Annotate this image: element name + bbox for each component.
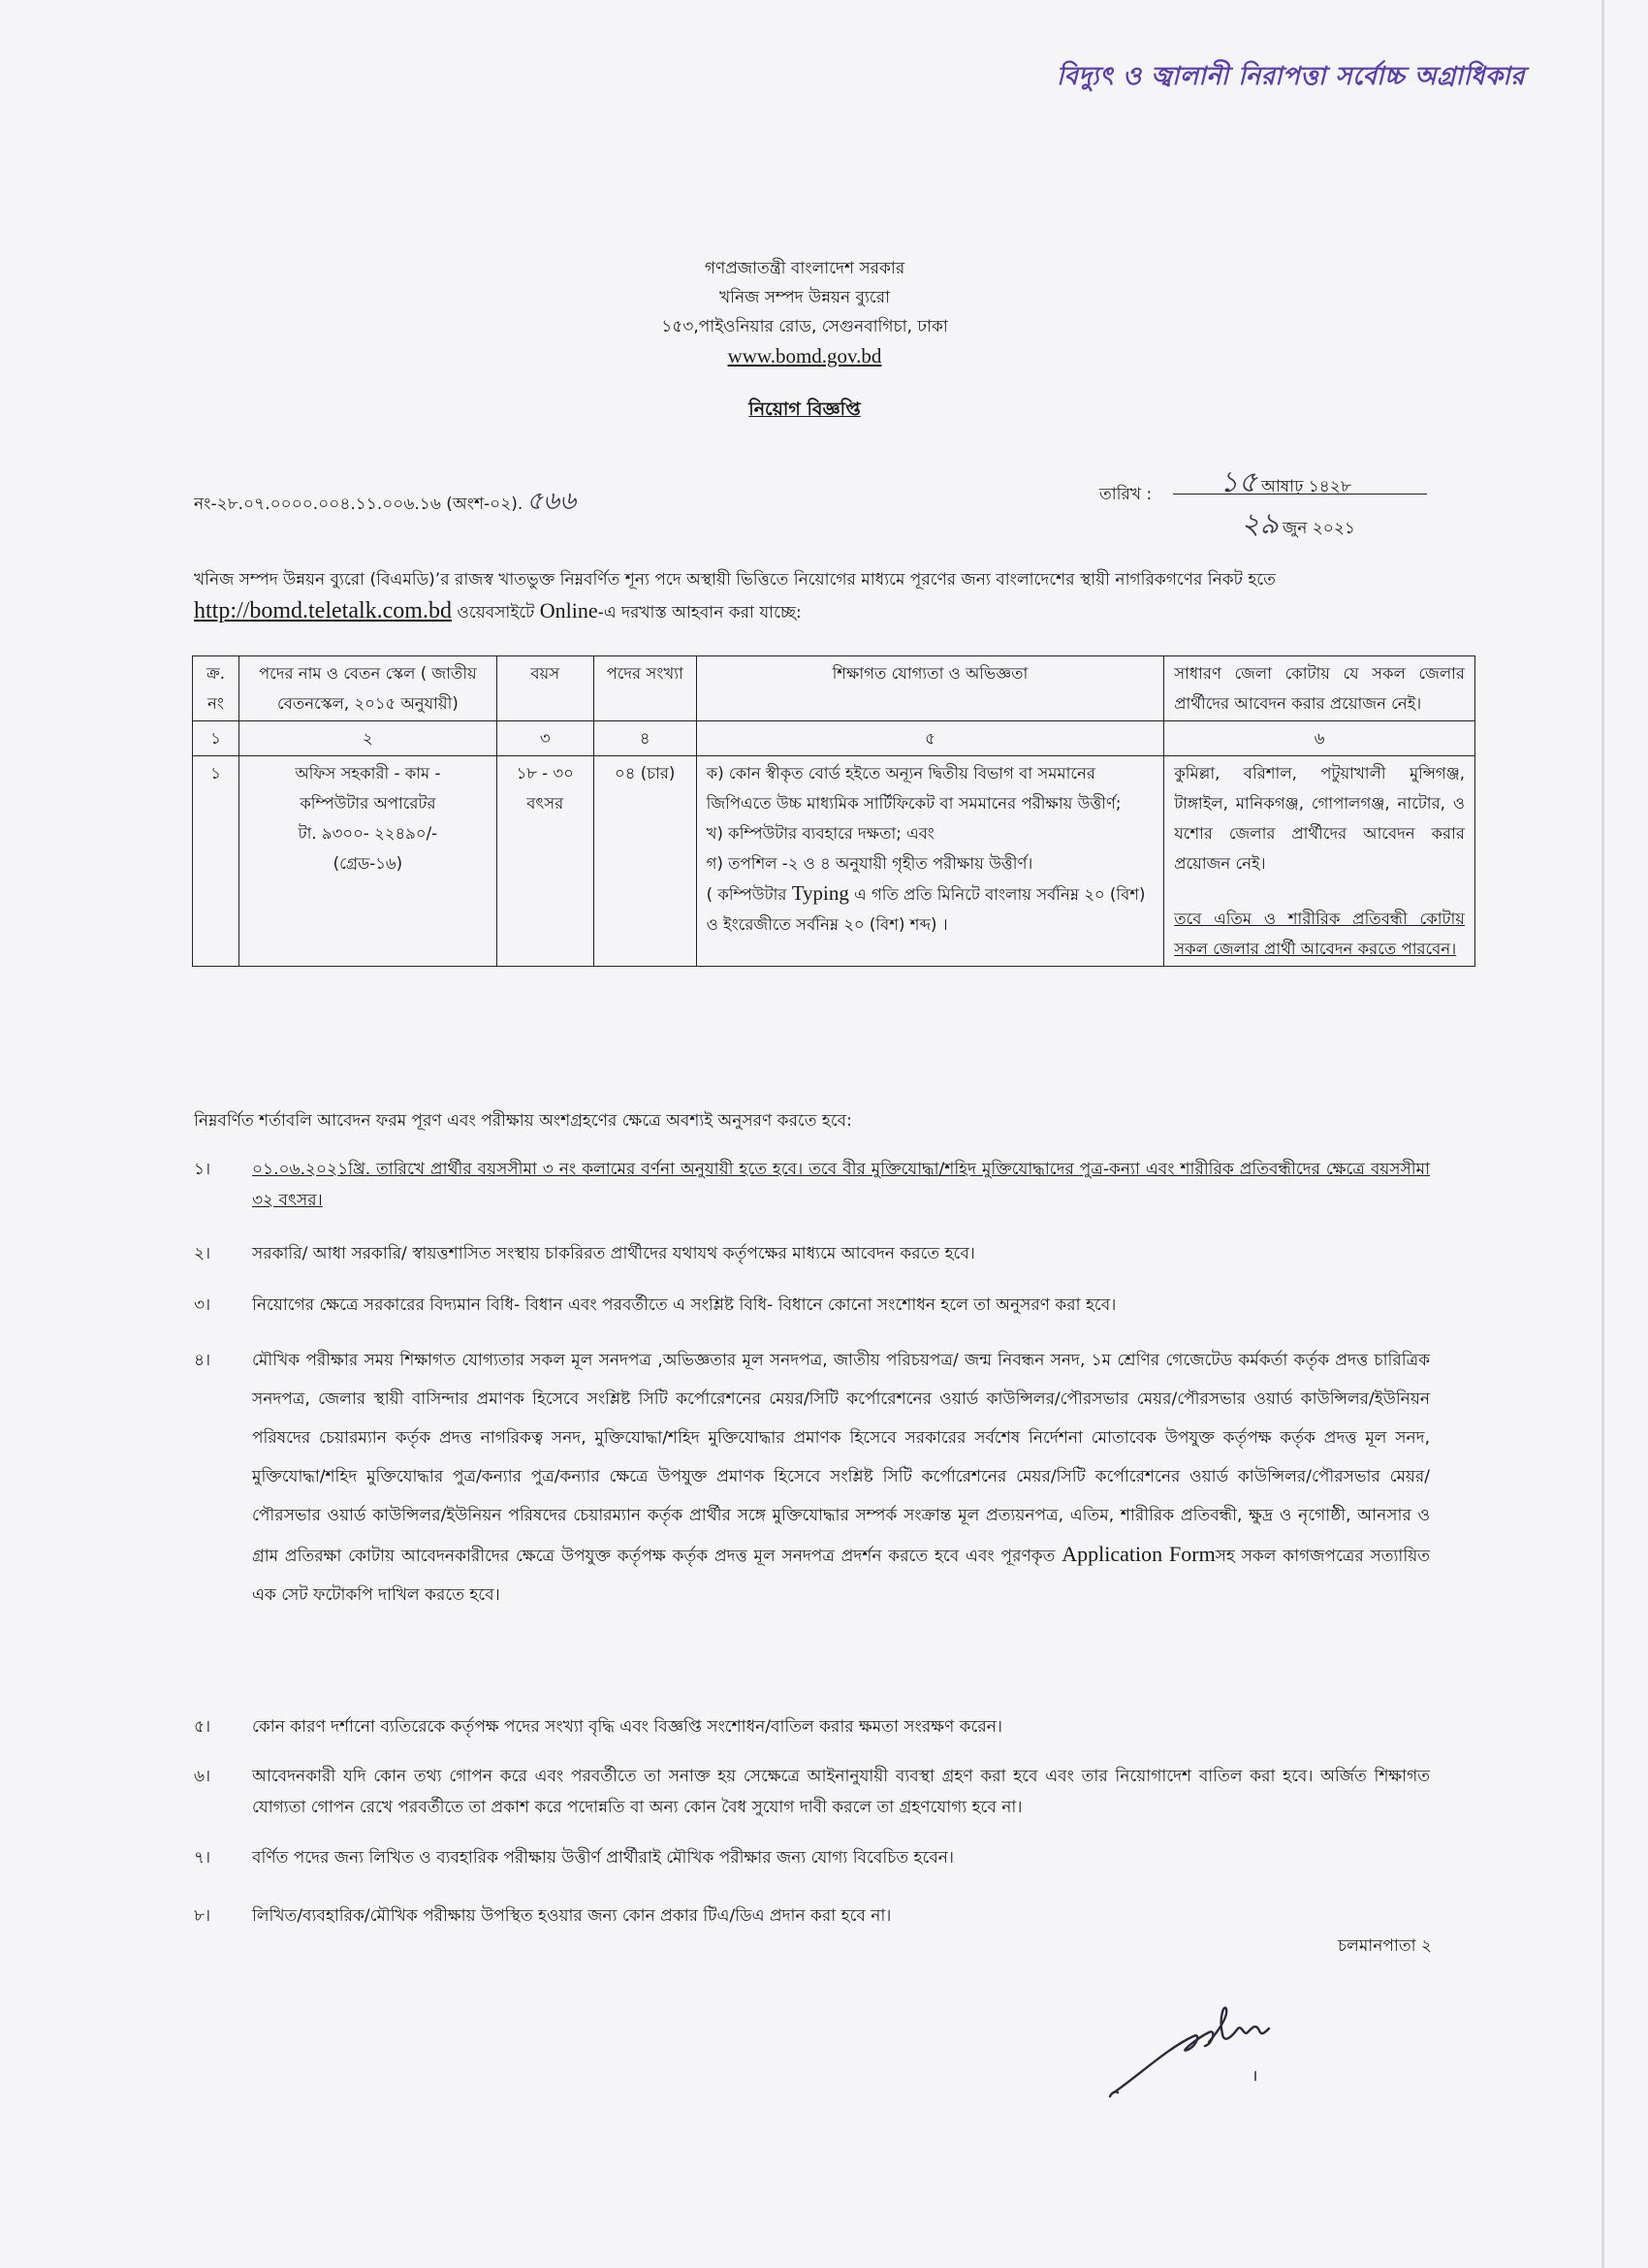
header-age: বয়স bbox=[496, 656, 593, 721]
government-name: গণপ্রজাতন্ত্রী বাংলাদেশ সরকার bbox=[704, 259, 905, 278]
row-post bbox=[238, 756, 496, 967]
page-edge bbox=[1601, 0, 1604, 2268]
qualification-b: খ) কম্পিউটার ব্যবহারে দক্ষতা; এবং bbox=[706, 824, 935, 843]
website-link[interactable]: www.bomd.gov.bd bbox=[727, 344, 882, 367]
header-count: পদের সংখ্যা bbox=[593, 656, 696, 721]
qualification-d-end: এ গতি প্রতি মিনিটে বাংলায় সর্বনিম্ন ২০ (বিশ) ও ইংরেজীতে সর্বনিম্ন ২০ (বিশ) শব্দ) । bbox=[706, 885, 1146, 934]
column-number: ৬ bbox=[1164, 721, 1475, 756]
intro-paragraph bbox=[194, 564, 1440, 628]
column-number: ১ bbox=[193, 721, 239, 756]
post-name-line: কম্পিউটার অপারেটর bbox=[300, 794, 436, 813]
condition-number: ৫। bbox=[194, 1717, 211, 1737]
memo-number bbox=[194, 481, 576, 524]
column-number: ৪ bbox=[593, 721, 696, 756]
condition-text bbox=[252, 1341, 1430, 1614]
column-number: ৫ bbox=[696, 721, 1164, 756]
english-date bbox=[1241, 500, 1355, 550]
age-range: ১৮ - ৩০ bbox=[516, 764, 574, 783]
slogan-stamp: বিদ্যুৎ ও জ্বালানী নিরাপত্তা সর্বোচ্চ অগ্রাধিকার bbox=[1057, 62, 1526, 91]
vacancy-table bbox=[192, 655, 1475, 967]
pay-scale: টা. ৯৩০০- ২২৪৯০/- bbox=[298, 824, 438, 843]
condition-number: ৪। bbox=[194, 1351, 211, 1370]
application-form-word: Application Form bbox=[1062, 1542, 1216, 1566]
qualification-d-start: ( কম্পিউটার bbox=[706, 885, 787, 904]
header-quota: সাধারণ জেলা কোটায় যে সকল জেলার প্রার্থীদের আবেদন করার প্রয়োজন নেই। bbox=[1164, 656, 1475, 721]
bangla-date-day: ১৫ bbox=[1220, 465, 1257, 499]
memo-handwritten-number: ৫৬৬ bbox=[526, 487, 576, 516]
condition-number: ৬। bbox=[194, 1767, 211, 1786]
intro-online-word: Online bbox=[539, 598, 598, 623]
organization-name: খনিজ সম্পদ উন্নয়ন ব্যুরো bbox=[718, 288, 891, 307]
header-qualification: শিক্ষাগত যোগ্যতা ও অভিজ্ঞতা bbox=[696, 656, 1164, 721]
bangla-date-month: আষাঢ় ১৪২৮ bbox=[1260, 477, 1351, 496]
row-quota bbox=[1164, 756, 1475, 967]
notice-title: নিয়োগ বিজ্ঞপ্তি bbox=[748, 399, 861, 420]
date-divider bbox=[1173, 494, 1427, 495]
intro-text-end: -এ দরখাস্ত আহবান করা যাচ্ছে: bbox=[597, 603, 802, 623]
condition-text: ০১.০৬.২০২১খ্রি. তারিখে প্রার্থীর বয়সসীমা ৩ নং কলামের বর্ণনা অনুযায়ী হতে হবে। তবে বীর মুক্তিযোদ্ধা/শহিদ মুক্তিযোদ্ধাদের পুত্র-কন্যা এবং শারীরিক প্রতিবন্ধীদের ক্ষেত্রে বয়সসীমা ৩২ বৎসর। bbox=[252, 1160, 1430, 1210]
condition-text-end: সহ সকল কাগজপত্রের সত্যায়িত এক সেট ফটোকপি দাখিল করতে হবে। bbox=[252, 1547, 1430, 1605]
header-serial: ক্র. নং bbox=[193, 656, 239, 721]
english-date-day: ২৯ bbox=[1241, 507, 1279, 541]
condition-number: ২। bbox=[194, 1244, 211, 1263]
intro-text: খনিজ সম্পদ উন্নয়ন ব্যুরো (বিএমডি)’র রাজস্ব খাতভুক্ত নিম্নবর্ণিত শূন্য পদে অস্থায়ী ভিত্তিতে নিয়োগের মাধ্যমে পূরণের জন্য বাংলাদেশের স্থায়ী নাগরিকগণের নিকট হতে bbox=[194, 570, 1276, 590]
quota-districts: কুমিল্লা, বরিশাল, পটুয়াখালী মুন্সিগঞ্জ, টাঙ্গাইল, মানিকগঞ্জ, গোপালগঞ্জ, নাটোর, ও যশোর জেলার প্রার্থীদের আবেদন করার প্রয়োজন নেই। bbox=[1174, 764, 1465, 873]
date-label: তারিখ : bbox=[1099, 485, 1153, 504]
condition-text: নিয়োগের ক্ষেত্রে সরকারের বিদ্যমান বিধি- বিধান এবং পরবর্তীতে এ সংশ্লিষ্ট বিধি- বিধানে কোনো সংশোধন হলে তা অনুসরণ করা হবে। bbox=[252, 1295, 1117, 1315]
header-post: পদের নাম ও বেতন স্কেল ( জাতীয় বেতনস্কেল, ২০১৫ অনুযায়ী) bbox=[238, 656, 496, 721]
table-row bbox=[193, 756, 1475, 967]
condition-text: কোন কারণ দর্শানো ব্যতিরেকে কর্তৃপক্ষ পদের সংখ্যা বৃদ্ধি এবং বিজ্ঞপ্তি সংশোধন/বাতিল করার ক্ষমতা সংরক্ষণ করেন। bbox=[252, 1717, 1002, 1737]
table-header-row bbox=[193, 656, 1475, 721]
organization-address: ১৫৩,পাইওনিয়ার রোড, সেগুনবাগিচা, ঢাকা bbox=[661, 317, 948, 336]
quota-note: তবে এতিম ও শারীরিক প্রতিবন্ধী কোটায় সকল জেলার প্রার্থী আবেদন করতে পারবেন। bbox=[1174, 910, 1465, 958]
post-name-line: অফিস সহকারী - কাম - bbox=[295, 764, 441, 783]
row-age bbox=[496, 756, 593, 967]
row-serial: ১ bbox=[193, 756, 239, 967]
condition-number: ৭। bbox=[194, 1848, 211, 1868]
condition-text: লিখিত/ব্যবহারিক/মৌখিক পরীক্ষায় উপস্থিত হওয়ার জন্য কোন প্রকার টিএ/ডিএ প্রদান করা হবে না। bbox=[252, 1906, 892, 1926]
condition-number: ৮। bbox=[194, 1906, 211, 1926]
qualification-typing-word: Typing bbox=[791, 881, 849, 905]
qualification-a: ক) কোন স্বীকৃত বোর্ড হইতে অন্যূন দ্বিতীয় বিভাগ বা সমমানের জিপিএতে উচ্চ মাধ্যমিক সার্টিফিকেট বা সমমানের পরীক্ষায় উত্তীর্ণ; bbox=[706, 764, 1122, 813]
intro-website-word: ওয়েবসাইটে bbox=[457, 603, 535, 623]
condition-text: আবেদনকারী যদি কোন তথ্য গোপন করে এবং পরবর্তীতে তা সনাক্ত হয় সেক্ষেত্রে আইনানুযায়ী ব্যবস্থা গ্রহণ করা হবে এবং তার নিয়োগাদেশ বাতিল করা হবে। অর্জিত শিক্ষাগত যোগ্যতা গোপন রেখে পরবর্তীতে তা প্রকাশ করে পদোন্নতি বা অন্য কোন বৈধ সুযোগ দাবী করলে তা গ্রহণযোগ্য হবে না। bbox=[252, 1767, 1430, 1817]
condition-text: সরকারি/ আধা সরকারি/ স্বায়ত্তশাসিত সংস্থায় চাকরিরত প্রার্থীদের যথাযথ কর্তৃপক্ষের মাধ্যমে আবেদন করতে হবে। bbox=[252, 1244, 975, 1263]
age-unit: বৎসর bbox=[526, 794, 564, 813]
memo-number-text: নং-২৮.০৭.০০০০.০০৪.১১.০০৬.১৬ (অংশ-০২). bbox=[194, 495, 523, 514]
grade: (গ্রেড-১৬) bbox=[333, 854, 403, 873]
qualification-d bbox=[707, 878, 1155, 940]
condition-text-body: মৌখিক পরীক্ষার সময় শিক্ষাগত যোগ্যতার সকল মূল সনদপত্র ,অভিজ্ঞতার মূল সনদপত্র, জাতীয় পরিচয়পত্র/ জন্ম নিবন্ধন সনদ, ১ম শ্রেণির গেজেটেড কর্মকর্তা কর্তৃক প্রদত্ত চারিত্রিক সনদপত্র, জেলার স্থায়ী বাসিন্দার প্রমাণক হিসেবে সংশ্লিষ্ট সিটি কর্পোরেশনের মেয়র/সিটি কর্পোরেশনের ওয়ার্ড কাউন্সিলর/পৌরসভার মেয়র/পৌরসভার ওয়ার্ড কাউন্সিলর/ইউনিয়ন পরিষদের চেয়ারম্যান কর্তৃক প্রদত্ত নাগরিকত্ব সনদ, মুক্তিযোদ্ধা/শহিদ মুক্তিযোদ্ধার প্রমাণক হিসেবে সরকারের সর্বশেষ নির্দেশনা মোতাবেক উপযুক্ত কর্তৃপক্ষ কর্তৃক প্রদত্ত মূল সনদ, মুক্তিযোদ্ধা/শহিদ মুক্তিযোদ্ধার পুত্র/কন্যার পুত্র/কন্যার ক্ষেত্রে উপযুক্ত প্রমাণক হিসেবে সংশ্লিষ্ট সিটি কর্পোরেশনের মেয়র/সিটি কর্পোরেশনের ওয়ার্ড কাউন্সিলর/পৌরসভার মেয়র/পৌরসভার ওয়ার্ড কাউন্সিলর/ইউনিয়ন পরিষদের চেয়ারম্যান কর্তৃক প্রার্থীর সঙ্গে মুক্তিযোদ্ধার সম্পর্ক সংক্রান্ত মূল প্রত্যয়নপত্র, এতিম, শারীরিক প্রতিবন্ধী, ক্ষুদ্র ও নৃগোষ্ঠী, আনসার ও গ্রাম প্রতিরক্ষা কোটায় আবেদনকারীদের ক্ষেত্রে উপযুক্ত কর্তৃপক্ষ কর্তৃক প্রদত্ত মূল সনদপত্র প্রদর্শন করতে হবে এবং পূরণকৃত bbox=[252, 1351, 1430, 1566]
column-number: ২ bbox=[238, 721, 496, 756]
qualification-c: গ) তপশিল -২ ও ৪ অনুযায়ী গৃহীত পরীক্ষায় উত্তীর্ণ। bbox=[706, 854, 1033, 873]
letterhead bbox=[0, 254, 1609, 372]
row-qualification bbox=[696, 756, 1164, 967]
table-column-number-row bbox=[193, 721, 1475, 756]
condition-number: ১। bbox=[194, 1160, 211, 1179]
condition-text: বর্ণিত পদের জন্য লিখিত ও ব্যবহারিক পরীক্ষায় উত্তীর্ণ প্রার্থীরাই মৌখিক পরীক্ষার জন্য যোগ্য বিবেচিত হবেন। bbox=[252, 1848, 954, 1868]
application-link[interactable]: http://bomd.teletalk.com.bd bbox=[194, 598, 452, 623]
date-block bbox=[1173, 456, 1427, 541]
signature bbox=[1100, 1988, 1314, 2114]
english-date-month: জুন ২০২১ bbox=[1282, 519, 1355, 538]
conditions-intro: নিম্নবর্ণিত শর্তাবলি আবেদন ফরম পূরণ এবং পরীক্ষায় অংশগ্রহণের ক্ষেত্রে অবশ্যই অনুসরণ করতে হবে: bbox=[194, 1111, 852, 1131]
continued-page-note: চলমানপাতা ২ bbox=[1338, 1936, 1432, 1956]
condition-number: ৩। bbox=[194, 1295, 211, 1315]
column-number: ৩ bbox=[496, 721, 593, 756]
row-count: ০৪ (চার) bbox=[593, 756, 696, 967]
